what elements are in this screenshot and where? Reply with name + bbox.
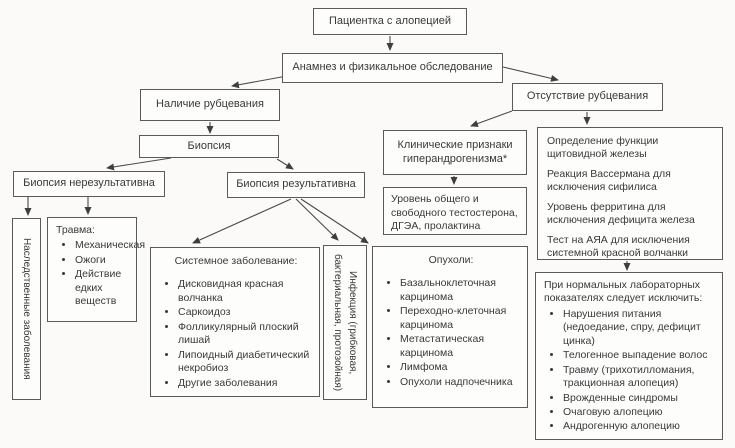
list-item: • Фолликулярный плоский лишай: [178, 321, 314, 348]
node-infection-label: Инфекция (грибковая, бактериальная, протозойная): [332, 253, 358, 392]
node-anamnesis: [282, 53, 503, 83]
list-item: • Андрогенную алопецию: [563, 420, 717, 433]
list-item: • Действие едких веществ: [75, 268, 131, 308]
list-item: Тест на АЯА для исключения системной красной волчанки: [547, 233, 690, 260]
node-biopsy-negative-label: Биопсия нерезультативна: [23, 177, 155, 190]
node-scarring-absent: [512, 83, 663, 111]
list-item: • Дисковидная красная волчанка: [178, 278, 314, 305]
list-item: • Ожоги: [75, 254, 131, 267]
node-hyperandrogenism: [383, 130, 527, 175]
systemic-list: [158, 278, 314, 390]
node-patient: [313, 8, 467, 35]
connector-anamnesis-scarring-present: [232, 76, 287, 86]
node-hormone-levels-label: Уровень общего и свободного тестостерона, ДГЭА, пролактина: [391, 193, 518, 233]
list-item: • Метастатическая карцинома: [400, 333, 522, 360]
list-item: • Липоидный диабетический некробиоз: [178, 349, 314, 376]
list-item: • Лимфома: [400, 361, 522, 374]
tumors-list: [380, 277, 522, 389]
node-scarring-present: [140, 89, 280, 121]
connector-biopsy-positive: [277, 159, 293, 169]
node-tumors: [372, 246, 528, 408]
list-item: • Травму (трихотилломания, тракционная алопеция): [563, 364, 717, 391]
node-systemic-disease: [150, 247, 320, 397]
node-systemic-title: Системное заболевание:: [174, 255, 298, 267]
list-item: Реакция Вассермана для исключения сифилиса: [547, 167, 671, 194]
node-tumors-title: Опухоли:: [428, 254, 474, 266]
node-normal-labs: [535, 272, 723, 440]
node-biopsy-label: Биопсия: [187, 139, 231, 152]
node-trauma: [47, 217, 146, 322]
list-item: • Телогенное выпадение волос: [563, 349, 717, 362]
node-hormone-levels: [383, 187, 527, 235]
list-item: • Опухоли надпочечника: [400, 376, 522, 389]
list-item: • Очаговую алопецию: [563, 406, 717, 419]
node-patient-label: Пациентка с алопецией: [328, 14, 452, 27]
node-hereditary-label: Наследственные заболевания: [21, 238, 32, 380]
node-biopsy-positive-label: Биопсия результативна: [236, 178, 356, 191]
connector-biopsy-negative: [107, 158, 171, 168]
node-hyperandrogenism-label: Клинические признаки гиперандрогенизма*: [397, 138, 513, 165]
node-biopsy-negative: [13, 171, 165, 197]
lab-tests-list: [545, 134, 717, 261]
connector-anamnesis-scarring-absent: [503, 67, 558, 80]
node-trauma-title: Травма:: [56, 224, 95, 236]
list-item: • Саркоидоз: [178, 306, 314, 319]
list-item: • Механическая: [75, 239, 131, 252]
node-scarring-present-label: Наличие рубцевания: [156, 98, 264, 111]
list-item: • Другие заболевания: [178, 377, 314, 390]
list-item: • Переходно-клеточная карцинома: [400, 305, 522, 332]
list-item: Определение функции щитовидной железы: [547, 135, 659, 161]
node-anamnesis-label: Анамнез и физикальное обследование: [292, 61, 493, 74]
node-biopsy-positive: [227, 172, 365, 198]
node-lab-tests: [537, 127, 723, 260]
connector-absent-hyperandrogenism: [471, 111, 512, 126]
normal-labs-list: [543, 308, 717, 434]
trauma-list: [55, 239, 146, 308]
list-item: Уровень ферритина для исключения дефицита железа: [547, 200, 695, 227]
node-scarring-absent-label: Отсутствие рубцевания: [526, 90, 649, 103]
node-normal-labs-title: При нормальных лабораторных показателях следует исключить:: [544, 279, 703, 305]
list-item: • Врожденные синдромы: [563, 392, 717, 405]
node-biopsy: [139, 135, 279, 158]
connector-positive-systemic: [193, 199, 291, 243]
list-item: • Нарушения питания (недоедание, спру, дефицит цинка): [563, 308, 717, 348]
node-hereditary-diseases: [12, 218, 41, 400]
list-item: • Базальноклеточная карцинома: [400, 277, 522, 304]
node-infection: [323, 245, 367, 400]
